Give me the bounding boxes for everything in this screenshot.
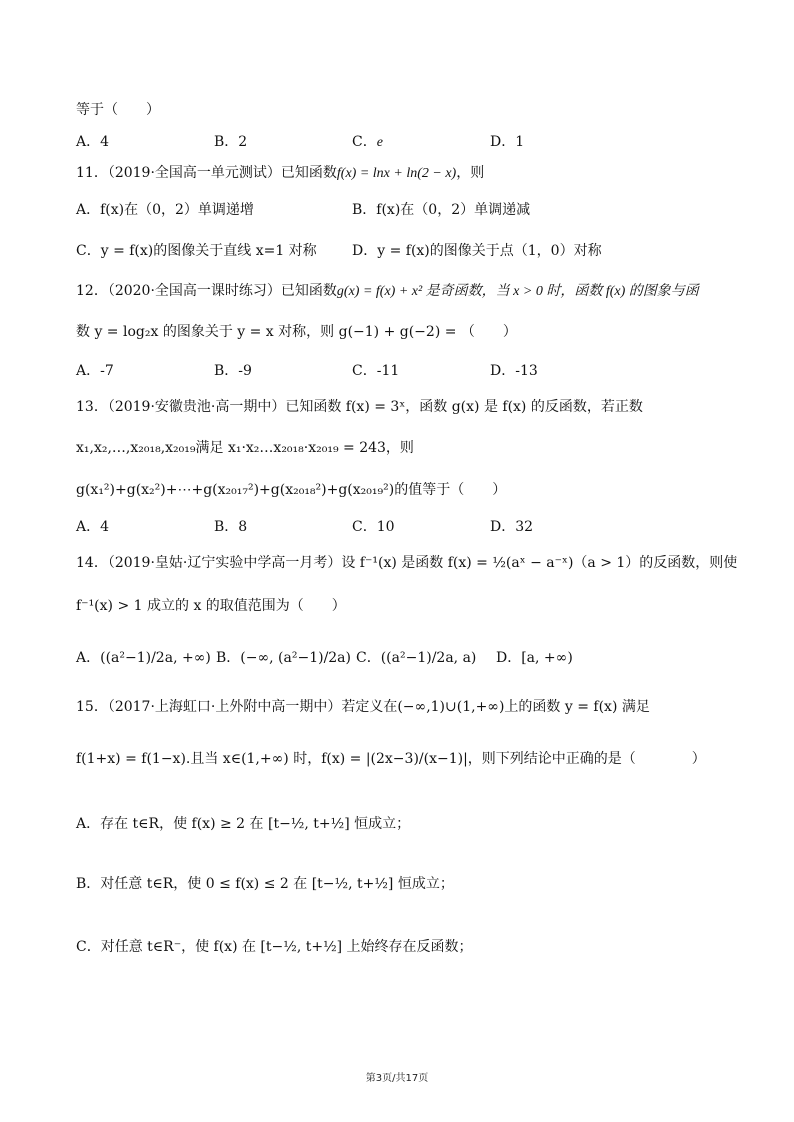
- q12-option-d: D．-13: [490, 363, 538, 379]
- q13-option-b: B．8: [214, 519, 248, 535]
- q13-option-d: D．32: [490, 519, 534, 535]
- q13-stem-line2: x₁,x₂,…,x₂₀₁₈,x₂₀₁₉满足 x₁·x₂…x₂₀₁₈·x₂₀₁₉ = 243，则: [76, 440, 414, 456]
- q13-option-a: A．4: [76, 519, 110, 535]
- q12-option-a: A．-7: [76, 363, 114, 379]
- q10-option-d: D．1: [490, 134, 525, 150]
- q11-stem: 11．（2019·全国高一单元测试）已知函数f(x) = lnx + ln(2 − x)，则: [76, 165, 485, 181]
- q11-option-b: B．f(x)在（0，2）单调递减: [352, 202, 531, 218]
- q14-option-d: D．[a, +∞): [496, 650, 573, 666]
- q14-option-a: A．((a²−1)/2a, +∞): [76, 650, 211, 666]
- q12-option-b: B．-9: [214, 363, 252, 379]
- q12-option-c: C．-11: [352, 363, 400, 379]
- q11-option-d: D．y = f(x)的图像关于点（1，0）对称: [352, 243, 602, 259]
- q14-option-b: B．(−∞, (a²−1)/2a): [216, 650, 351, 666]
- q13-stem-line3: g(x₁²)+g(x₂²)+⋯+g(x₂₀₁₇²)+g(x₂₀₁₈²)+g(x₂₀₁₉²)的值等于（ ）: [76, 482, 507, 498]
- q15-stem-line2: f(1+x) = f(1−x).且当 x∈(1,+∞) 时，f(x) = |(2x−3)/(x−1)|，则下列结论中正确的是（ ）: [76, 751, 706, 767]
- q15-option-b: B．对任意 t∈R，使 0 ≤ f(x) ≤ 2 在 [t−½, t+½] 恒成立；: [76, 876, 454, 892]
- q11-option-c: C．y = f(x)的图像关于直线 x=1 对称: [76, 243, 317, 259]
- q10-option-c: C．e: [352, 134, 383, 150]
- q14-stem-line1: 14．（2019·皇姑·辽宁实验中学高一月考）设 f⁻¹(x) 是函数 f(x) = ½(aˣ − a⁻ˣ)（a > 1）的反函数，则使: [76, 555, 738, 571]
- q10-option-b: B．2: [214, 134, 248, 150]
- q10-option-a: A．4: [76, 134, 110, 150]
- q11-option-a: A．f(x)在（0，2）单调递增: [76, 202, 254, 218]
- page-footer: 第3页/共17页: [365, 1073, 429, 1084]
- q13-stem-line1: 13．（2019·安徽贵池·高一期中）已知函数 f(x) = 3ˣ，函数 g(x) 是 f(x) 的反函数，若正数: [76, 399, 643, 415]
- q12-stem-line2: 数 y = log₂x 的图象关于 y = x 对称，则 g(−1) + g(−2) = （ ）: [76, 324, 517, 340]
- q13-option-c: C．10: [352, 519, 395, 535]
- q15-option-a: A．存在 t∈R，使 f(x) ≥ 2 在 [t−½, t+½] 恒成立；: [76, 816, 411, 832]
- q15-stem-line1: 15．（2017·上海虹口·上外附中高一期中）若定义在(−∞,1)∪(1,+∞)上的函数 y = f(x) 满足: [76, 699, 650, 715]
- q10-tail-text: 等于（ ）: [76, 102, 160, 118]
- q15-option-c: C．对任意 t∈R⁻，使 f(x) 在 [t−½, t+½] 上始终存在反函数；: [76, 939, 473, 955]
- q12-stem-line1: 12．（2020·全国高一课时练习）已知函数g(x) = f(x) + x² 是奇函数，当 x > 0 时，函数 f(x) 的图象与函: [76, 283, 699, 299]
- q14-stem-line2: f⁻¹(x) > 1 成立的 x 的取值范围为（ ）: [76, 598, 346, 614]
- q14-option-c: C．((a²−1)/2a, a): [356, 650, 477, 666]
